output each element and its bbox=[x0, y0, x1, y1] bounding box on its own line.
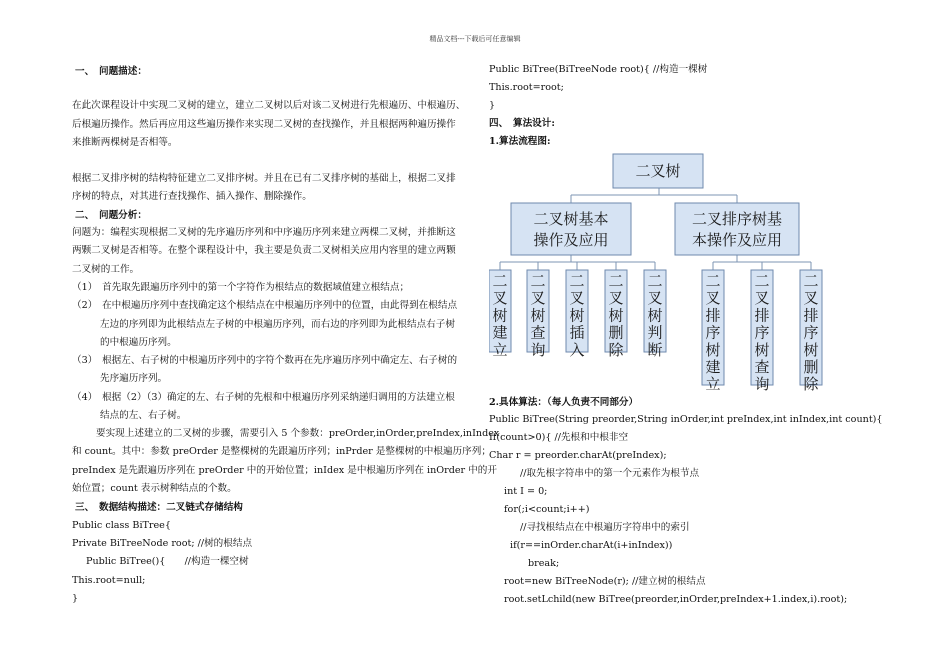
root-connector bbox=[571, 188, 737, 203]
leaf-node-label: 二叉树删除 bbox=[608, 272, 624, 359]
section-1-heading: 一、 问题描述： bbox=[75, 66, 147, 77]
branch-basic-label-2: 操作及应用 bbox=[533, 231, 609, 249]
text-line: 问题为：编程实现根据二叉树的先序遍历序列和中序遍历序列来建立两棵二叉树，并推断这 bbox=[72, 227, 456, 238]
leaf-node-label: 二叉排序树删除 bbox=[803, 272, 819, 394]
code-line: This.root=null; bbox=[72, 575, 146, 586]
text-line: 后根遍历操作。然后再应用这些遍历操作来实现二叉树的查找操作，并且根据两种遍历操作 bbox=[72, 119, 456, 130]
text-line: 二叉树的工作。 bbox=[72, 264, 140, 275]
text-line: 要实现上述建立的二叉树的步骤，需要引入 5 个参数：preOrder,inOrder,preIndex,inIndex bbox=[96, 428, 500, 439]
code-line: } bbox=[489, 100, 496, 111]
section-3-heading: 三、 数据结构描述：二叉链式存储结构 bbox=[75, 502, 243, 513]
code-line: root.setLchild(new BiTree(preorder,inOrder,preIndex+1.index,i).root); bbox=[504, 594, 848, 605]
section-4-heading: 四、 算法设计: bbox=[489, 118, 555, 129]
text-line: 根据二叉排序树的结构特征建立二叉排序树。并且在已有二叉排序树的基础上，根据二叉排 bbox=[72, 173, 456, 184]
list-item-continued: 先序遍历序列。 bbox=[100, 373, 168, 384]
list-item: （2） 在中根遍历序列中查找确定这个根结点在中根遍历序列中的位置，由此得到在根结点 bbox=[72, 300, 458, 311]
leaf-node-label: 二叉树查询 bbox=[530, 272, 546, 359]
code-line: Char r = preorder.charAt(preIndex); bbox=[489, 450, 667, 461]
branch-2-connector bbox=[713, 255, 811, 270]
code-line: Public BiTree(String preorder,String inOrder,int preIndex,int inIndex,int count){ bbox=[489, 414, 883, 425]
list-item-continued: 左边的序列即为此根结点左子树的中根遍历序列，而右边的序列即为此根结点右子树 bbox=[100, 319, 455, 330]
code-line: if(r==inOrder.charAt(i+inIndex)) bbox=[510, 540, 673, 551]
branch-basic-label-1: 二叉树基本 bbox=[533, 210, 609, 228]
flowchart-heading: 1.算法流程图: bbox=[489, 136, 551, 147]
code-line: int I = 0; bbox=[504, 486, 548, 497]
list-item: （1） 首先取先跟遍历序列中的第一个字符作为根结点的数据域值建立根结点； bbox=[72, 282, 410, 293]
list-item-continued: 结点的左、右子树。 bbox=[100, 410, 187, 421]
section-2-heading: 二、 问题分析： bbox=[75, 210, 147, 221]
code-line: Public BiTree(BiTreeNode root){ //构造一棵树 bbox=[489, 64, 708, 75]
code-line: If(count>0){ //先根和中根非空 bbox=[489, 432, 629, 443]
code-line: This.root=root; bbox=[489, 82, 564, 93]
list-item-continued: 的中根遍历序列。 bbox=[100, 337, 177, 348]
page-header: 精品文档---下载后可任意编辑 bbox=[429, 35, 521, 43]
branch-sorted-label-1: 二叉排序树基 bbox=[691, 210, 783, 228]
text-line: 两颗二叉树是否相等。在整个课程设计中，我主要是负责二叉树相关应用内容里的建立两颗 bbox=[72, 245, 456, 256]
text-line: 在此次课程设计中实现二叉树的建立，建立二叉树以后对该二叉树进行先根遍历、中根遍历、 bbox=[72, 100, 466, 111]
text-line: 来推断两棵树是否相等。 bbox=[72, 137, 178, 148]
root-node-label: 二叉树 bbox=[635, 162, 681, 180]
text-line: preIndex 是先跟遍历序列在 preOrder 中的开始位置；inIdex 是中根遍历序列在 inOrder 中的开 bbox=[72, 465, 497, 476]
code-comment: //取先根字符串中的第一个元素作为根节点 bbox=[520, 468, 700, 479]
code-line: Private BiTreeNode root; //树的根结点 bbox=[72, 538, 253, 549]
list-item: （4） 根据（2）（3）确定的左、右子树的先根和中根遍历序列采纳递归调用的方法建立根 bbox=[72, 392, 455, 403]
leaf-node-label: 二叉树判断 bbox=[647, 272, 663, 359]
text-line: 和 count。其中：参数 preOrder 是整棵树的先跟遍历序列；inPrder 是整棵树的中根遍历序列； bbox=[72, 446, 491, 457]
branch-sorted-label-2: 本操作及应用 bbox=[691, 231, 783, 249]
code-comment: //寻找根结点在中根遍历字符串中的索引 bbox=[520, 522, 690, 533]
code-line: break; bbox=[528, 558, 560, 569]
leaf-node-label: 二叉排序树建立 bbox=[705, 272, 721, 394]
list-item: （3） 根据左、右子树的中根遍历序列中的字符个数再在先序遍历序列中确定左、右子树的 bbox=[72, 355, 458, 366]
text-line: 序树的特点，对其进行查找操作、插入操作、删除操作。 bbox=[72, 191, 312, 202]
code-line: root=new BiTreeNode(r); //建立树的根结点 bbox=[504, 576, 706, 587]
code-line: Public class BiTree{ bbox=[72, 520, 171, 531]
leaf-node-label: 二叉树插入 bbox=[569, 272, 585, 359]
algorithm-flowchart bbox=[489, 150, 829, 395]
code-line: for(;i<count;i++) bbox=[504, 504, 590, 515]
section-4-2-heading: 2.具体算法：（每人负责不同部分） bbox=[489, 397, 639, 408]
branch-1-connector bbox=[500, 255, 655, 270]
code-line: } bbox=[72, 593, 79, 604]
leaf-node-label: 二叉排序树查询 bbox=[754, 272, 770, 394]
text-line: 始位置；count 表示树种结点的个数。 bbox=[72, 483, 237, 494]
leaf-node-label: 二叉树建立 bbox=[492, 272, 508, 359]
code-line: Public BiTree(){ //构造一棵空树 bbox=[86, 556, 249, 567]
